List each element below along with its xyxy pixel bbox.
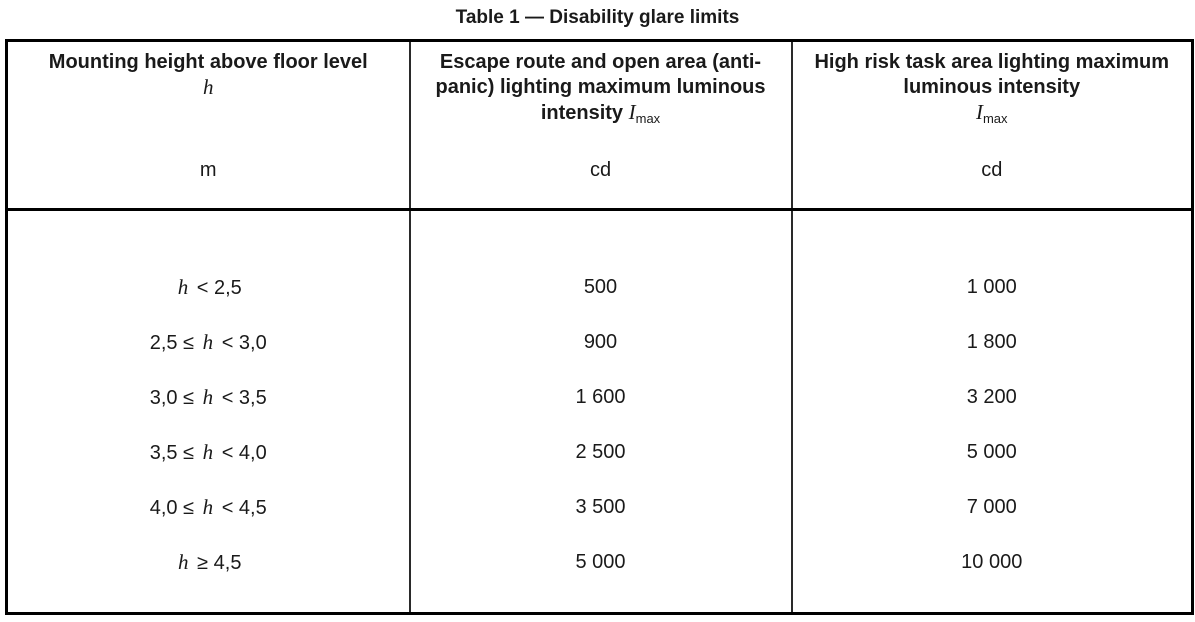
header-row [7, 41, 1193, 210]
high-risk-value-cell: 1 800 [792, 315, 1193, 370]
col-unit-metres: m [199, 159, 217, 181]
variable-h-symbol: h [202, 439, 214, 464]
table-row [7, 260, 1193, 315]
col-unit-candela-escape: cd [589, 159, 612, 181]
table-row [7, 480, 1193, 535]
height-range-cell: 3,5 ≤ h < 4,0 [7, 425, 410, 480]
disability-glare-limits-table [5, 39, 1194, 615]
escape-route-value-cell: 5 000 [410, 535, 792, 590]
high-risk-value-cell: 3 200 [792, 370, 1193, 425]
table-body [7, 210, 1193, 614]
table-row [7, 535, 1193, 590]
height-range-cell: 4,0 ≤ h < 4,5 [7, 480, 410, 535]
height-range-cell: 2,5 ≤ h < 3,0 [7, 315, 410, 370]
variable-h-symbol: h [202, 329, 214, 354]
table-row [7, 425, 1193, 480]
variable-h-symbol: h [202, 384, 214, 409]
col-unit-candela-high-risk: cd [981, 159, 1003, 181]
height-range-cell: h < 2,5 [7, 260, 410, 315]
height-range-cell: h ≥ 4,5 [7, 535, 410, 590]
imax-symbol: $I_{max}$ [975, 100, 1008, 126]
escape-route-value-cell: 3 500 [410, 480, 792, 535]
escape-route-value-cell: 900 [410, 315, 792, 370]
variable-h-symbol: h [178, 549, 189, 574]
col-header-escape-route-title [411, 50, 791, 127]
spacer-row [7, 210, 1193, 260]
escape-route-value-cell: 2 500 [410, 425, 792, 480]
table-row [7, 370, 1193, 425]
high-risk-value-cell: 1 000 [792, 260, 1193, 315]
variable-h-symbol: h [202, 494, 214, 519]
col-header-escape-route [410, 41, 792, 210]
high-risk-value-cell: 5 000 [792, 425, 1193, 480]
spacer-row [7, 590, 1193, 614]
col-header-mounting-height-title [37, 50, 379, 101]
high-risk-value-cell: 7 000 [792, 480, 1193, 535]
height-range-cell: 3,0 ≤ h < 3,5 [7, 370, 410, 425]
table-caption: Table 1 — Disability glare limits [455, 7, 740, 28]
escape-route-value-cell: 500 [410, 260, 792, 315]
variable-h-symbol: h [203, 75, 214, 99]
high-risk-value-cell: 10 000 [792, 535, 1193, 590]
col-header-mounting-height [7, 41, 410, 210]
col-header-high-risk [792, 41, 1193, 210]
col-header-high-risk-title [796, 50, 1188, 127]
imax-symbol: $I_{max}$ [628, 100, 661, 126]
col-header-mounting-height-text: Mounting height above floor level [48, 51, 368, 73]
col-header-escape-route-text: Escape route and open area (anti-panic) lighting maximum luminous intensity [435, 51, 766, 124]
escape-route-value-cell: 1 600 [410, 370, 792, 425]
table-row [7, 315, 1193, 370]
variable-h-symbol: h [177, 274, 189, 299]
table-header [7, 41, 1193, 210]
col-header-high-risk-text: High risk task area lighting maximum luminous intensity [814, 51, 1170, 98]
